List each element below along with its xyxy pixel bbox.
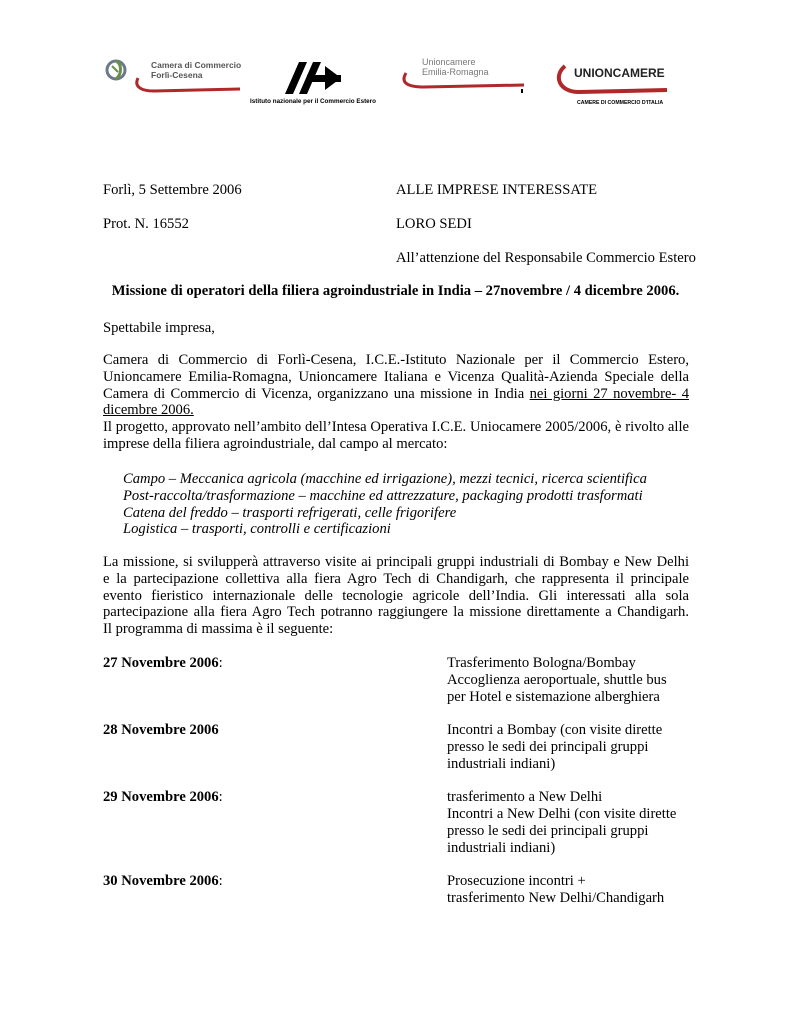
mission-paragraph <box>103 554 689 638</box>
attention-line: All’attenzione del Responsabile Commercio Estero <box>396 250 696 266</box>
schedule-line: presso le sedi dei principali gruppi <box>447 823 649 839</box>
schedule-line: per Hotel e sistemazione alberghiera <box>447 689 660 705</box>
camera-commercio-swoosh-icon <box>134 76 244 94</box>
schedule-line: Prosecuzione incontri + <box>447 873 586 889</box>
logo-unioncamere-er <box>400 55 530 100</box>
camera-commercio-emblem-icon <box>104 56 130 86</box>
schedule-date-text: 29 Novembre 2006 <box>103 789 219 805</box>
schedule-date-text: 30 Novembre 2006 <box>103 873 219 889</box>
camera-commercio-line1: Camera di Commercio <box>151 60 242 70</box>
mission-line: partecipazione alla fiera Agro Tech potranno raggiungere la missione direttamente a Chandigarh. <box>103 604 689 621</box>
logo-unioncamere <box>555 62 675 112</box>
intro-line: Il progetto, approvato nell’ambito dell’Intesa Operativa I.C.E. Uniocamere 2005/2006, è rivolto alle <box>103 419 689 436</box>
schedule-line: Accoglienza aeroportuale, shuttle bus <box>447 672 667 688</box>
recipient-location: LORO SEDI <box>396 216 472 232</box>
mission-line: e la partecipazione collettiva alla fiera Agro Tech di Chandigarh, che rappresenta il principale <box>103 570 689 587</box>
logo-ice <box>250 60 385 110</box>
unioncamere-title: UNIONCAMERE <box>574 66 665 80</box>
schedule-date-text: 27 Novembre 2006 <box>103 655 219 671</box>
sector-item: Post-raccolta/trasformazione – macchine ed attrezzature, packaging prodotti trasformati <box>123 487 643 504</box>
schedule-line: Incontri a Bombay (con visite dirette <box>447 722 663 738</box>
schedule-date-text: 28 Novembre 2006 <box>103 722 219 738</box>
intro-line: imprese della filiera agroindustriale, dal campo al mercato: <box>103 435 448 452</box>
schedule-date <box>103 789 223 806</box>
schedule-date <box>103 873 223 890</box>
schedule-date-suffix: : <box>218 789 223 805</box>
schedule-date <box>103 722 219 739</box>
schedule-description <box>447 789 676 857</box>
schedule-line: trasferimento New Delhi/Chandigarh <box>447 890 665 906</box>
recipient: ALLE IMPRESE INTERESSATE <box>396 182 598 198</box>
sector-item: Campo – Meccanica agricola (macchine ed irrigazione), mezzi tecnici, ricerca scientifica <box>123 471 647 487</box>
protocol-number: Prot. N. 16552 <box>103 216 189 232</box>
schedule-description <box>447 722 662 773</box>
schedule-date <box>103 655 223 672</box>
dates-underlined-cont: dicembre 2006. <box>103 402 194 419</box>
logo-camera-commercio <box>104 52 242 98</box>
dates-underlined: nei giorni 27 novembre- 4 <box>529 385 689 402</box>
schedule-description <box>447 873 664 907</box>
unioncamere-er-swoosh-icon <box>400 71 526 91</box>
unioncamere-er-line2: Emilia-Romagna <box>422 67 489 77</box>
schedule-line: industriali indiani) <box>447 756 556 772</box>
intro-line <box>103 402 689 419</box>
sector-list <box>123 471 647 538</box>
unioncamere-er-line1: Unioncamere <box>422 57 476 67</box>
intro-line <box>103 386 689 403</box>
intro-line: Camera di Commercio di Forlì-Cesena, I.C.E.-Istituto Nazionale per il Commercio Estero, <box>103 352 689 368</box>
intro-paragraph <box>103 352 689 453</box>
schedule-date-suffix: : <box>218 873 223 889</box>
mission-line: Il programma di massima è il seguente: <box>103 621 334 638</box>
schedule-line: Trasferimento Bologna/Bombay <box>447 655 636 671</box>
intro-line: Unioncamere Emilia-Romagna, Unioncamere Italiana e Vicenza Qualità-Azienda Speciale della <box>103 368 689 385</box>
salutation: Spettabile impresa, <box>103 320 215 336</box>
schedule-line: industriali indiani) <box>447 840 556 856</box>
schedule-line: presso le sedi dei principali gruppi <box>447 739 649 755</box>
mission-line: La missione, si svilupperà attraverso visite ai principali gruppi industriali di Bombay e New Delhi <box>103 554 689 570</box>
unioncamere-caption: CAMERE DI COMMERCIO D'ITALIA <box>577 100 664 106</box>
schedule-line: trasferimento a New Delhi <box>447 789 603 805</box>
subject-line: Missione di operatori della filiera agroindustriale in India – 27novembre / 4 dicembre 2006. <box>111 283 680 299</box>
sector-item: Catena del freddo – trasporti refrigerati, celle frigorifere <box>123 504 457 521</box>
camera-commercio-line2: Forlì-Cesena <box>151 70 203 80</box>
sector-item: Logistica – trasporti, controlli e certificazioni <box>123 521 391 538</box>
ice-logo-icon <box>285 60 345 96</box>
schedule-line: Incontri a New Delhi (con visite dirette <box>447 806 677 822</box>
intro-line-text: Camera di Commercio di Vicenza, organizzano una missione in India <box>103 385 530 402</box>
ice-caption: Istituto nazionale per il Commercio Estero <box>250 98 376 105</box>
mission-line: evento fieristico internazionale delle tecnologie agricole dell’India. Gli interessati alla sola <box>103 587 689 604</box>
place-date: Forlì, 5 Settembre 2006 <box>103 182 242 198</box>
schedule-description <box>447 655 667 706</box>
small-mark <box>521 89 523 93</box>
schedule-date-suffix: : <box>218 655 223 671</box>
